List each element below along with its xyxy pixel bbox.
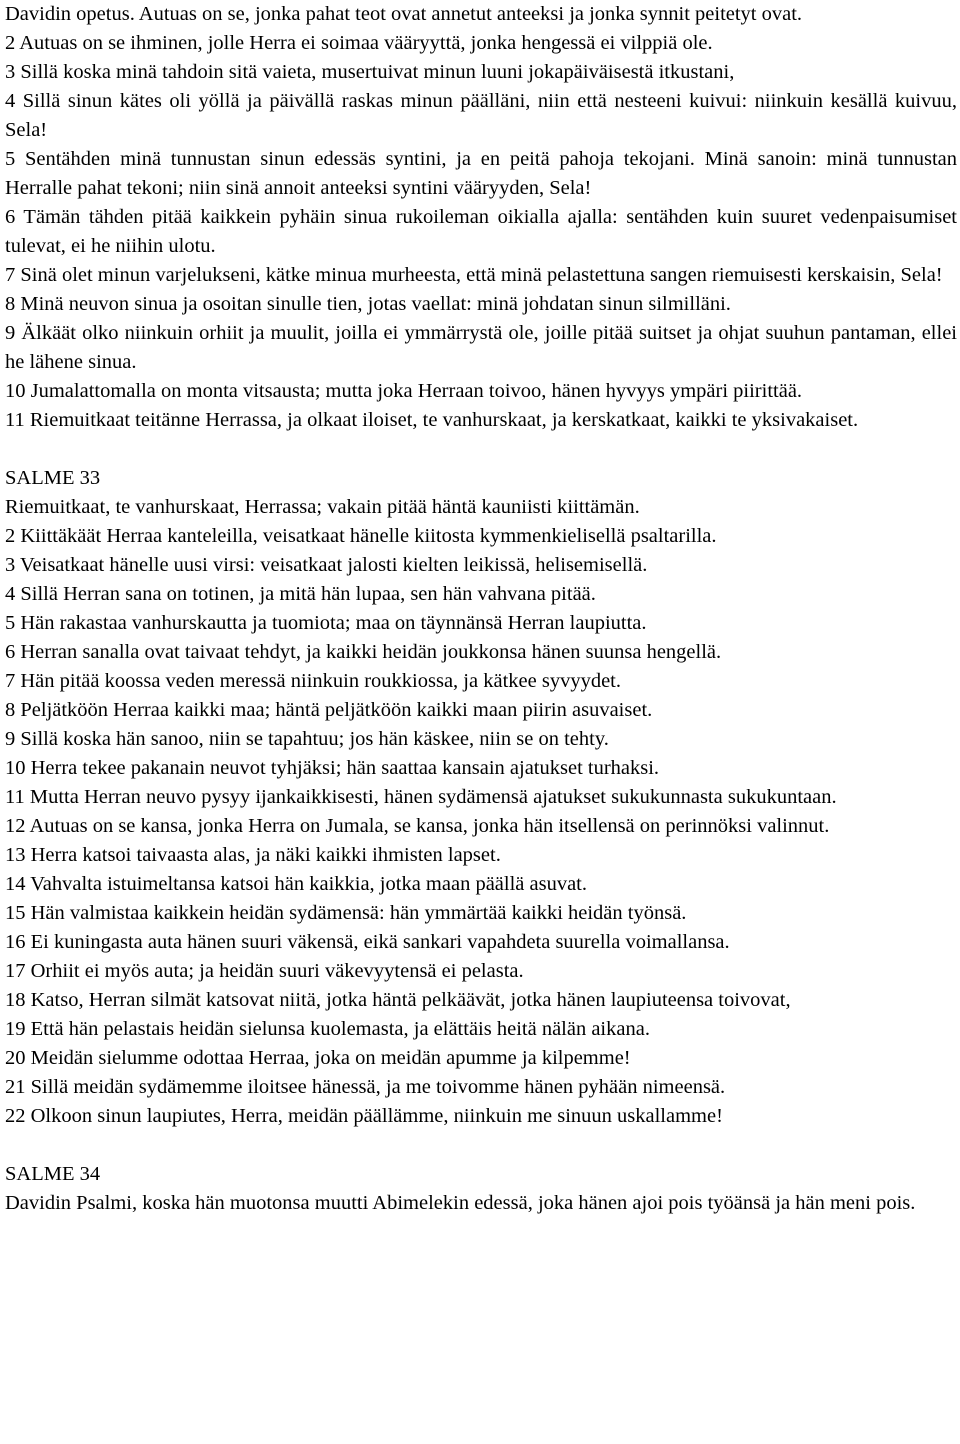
verse-16: 16 Ei kuningasta auta hänen suuri väkensä, eikä sankari vapahdeta suurella voimallansa. xyxy=(5,931,730,953)
verse-9: 9 Älkäät olko niinkuin orhiit ja muulit, joilla ei ymmärrystä ole, joille pitää suitset ja ohjat suuhun pantaman, ellei he lähene sinua. xyxy=(5,322,957,373)
verse-19: 19 Että hän pelastais heidän sielunsa kuolemasta, ja elättäis heitä nälän aikana. xyxy=(5,1018,650,1040)
verse-15: 15 Hän valmistaa kaikkein heidän sydämensä: hän ymmärtää kaikki heidän työnsä. xyxy=(5,902,687,924)
verse-10: 10 Jumalattomalla on monta vitsausta; mutta joka Herraan toivoo, hänen hyvyys ympäri piirittää. xyxy=(5,380,803,402)
verse-12: 12 Autuas on se kansa, jonka Herra on Jumala, se kansa, jonka hän itsellensä on perinnöksi valinnut. xyxy=(5,815,830,837)
verse-6: 6 Tämän tähden pitää kaikkein pyhäin sinua rukoileman oikialla ajalla: sentähden kuin suuret vedenpaisumiset tulevat, ei he niihin ulotu. xyxy=(5,206,957,257)
verse-20: 20 Meidän sielumme odottaa Herraa, joka on meidän apumme ja kilpemme! xyxy=(5,1047,631,1069)
verse-4: 4 Sillä Herran sana on totinen, ja mitä hän lupaa, sen hän vahvana pitää. xyxy=(5,583,596,605)
section-gap xyxy=(5,435,957,464)
verse-14: 14 Vahvalta istuimeltansa katsoi hän kaikkia, jotka maan päällä asuvat. xyxy=(5,873,587,895)
verse-22: 22 Olkoon sinun laupiutes, Herra, meidän päällämme, niinkuin me sinuun uskallamme! xyxy=(5,1105,723,1127)
verse-21: 21 Sillä meidän sydämemme iloitsee hänessä, ja me toivomme hänen pyhään nimeensä. xyxy=(5,1076,726,1098)
verse-7: 7 Hän pitää koossa veden meressä niinkuin roukkiossa, ja kätkee syvyydet. xyxy=(5,670,621,692)
verse-9: 9 Sillä koska hän sanoo, niin se tapahtuu; jos hän käskee, niin se on tehty. xyxy=(5,728,609,750)
verse-17: 17 Orhiit ei myös auta; ja heidän suuri väkevyytensä ei pelasta. xyxy=(5,960,524,982)
verse-1: Riemuitkaat, te vanhurskaat, Herrassa; vakain pitää häntä kauniisti kiittämän. xyxy=(5,496,640,518)
verse-11: 11 Riemuitkaat teitänne Herrassa, ja olkaat iloiset, te vanhurskaat, ja kerskatkaat, kaikki te yksivakaiset. xyxy=(5,409,859,431)
verse-6: 6 Herran sanalla ovat taivaat tehdyt, ja kaikki heidän joukkonsa hänen suunsa hengellä. xyxy=(5,641,722,663)
psalm-34 xyxy=(5,1160,957,1218)
psalm-32-continuation xyxy=(5,0,957,435)
verse-8: 8 Peljätköön Herraa kaikki maa; häntä peljätköön kaikki maan piirin asuvaiset. xyxy=(5,699,653,721)
verse-10: 10 Herra tekee pakanain neuvot tyhjäksi; hän saattaa kansain ajatukset turhaksi. xyxy=(5,757,660,779)
verse-1: Davidin Psalmi, koska hän muotonsa muutti Abimelekin edessä, joka hänen ajoi pois työänsä ja hän meni pois. xyxy=(5,1192,916,1214)
verse-11: 11 Mutta Herran neuvo pysyy ijankaikkisesti, hänen sydämensä ajatukset sukukunnasta sukukuntaan. xyxy=(5,786,837,808)
verse-3: 3 Veisatkaat hänelle uusi virsi: veisatkaat jalosti kielten leikissä, helisemisellä. xyxy=(5,554,648,576)
verse-5: 5 Hän rakastaa vanhurskautta ja tuomiota; maa on täynnänsä Herran laupiutta. xyxy=(5,612,647,634)
verse-3: 3 Sillä koska minä tahdoin sitä vaieta, musertuivat minun luuni jokapäiväisestä itkustani, xyxy=(5,61,735,83)
verse-2: 2 Autuas on se ihminen, jolle Herra ei soimaa vääryyttä, jonka hengessä ei vilppiä ole. xyxy=(5,32,713,54)
verse-1: Davidin opetus. Autuas on se, jonka pahat teot ovat annetut anteeksi ja jonka synnit peitetyt ovat. xyxy=(5,3,803,25)
document-page xyxy=(5,0,957,1218)
verse-18: 18 Katso, Herran silmät katsovat niitä, jotka häntä pelkäävät, jotka hänen laupiuteensa toivovat, xyxy=(5,989,791,1011)
section-gap xyxy=(5,1131,957,1160)
verse-8: 8 Minä neuvon sinua ja osoitan sinulle tien, jotas vaellat: minä johdatan sinun silmilläni. xyxy=(5,293,731,315)
verse-7: 7 Sinä olet minun varjelukseni, kätke minua murheesta, että minä pelastettuna sangen riemuisesti kerskaisin, Sela! xyxy=(5,264,943,286)
psalm-heading: SALME 34 xyxy=(5,1163,101,1185)
verse-2: 2 Kiittäkäät Herraa kanteleilla, veisatkaat hänelle kiitosta kymmenkielisellä psaltarilla. xyxy=(5,525,717,547)
psalm-heading: SALME 33 xyxy=(5,467,101,489)
verse-5: 5 Sentähden minä tunnustan sinun edessäs syntini, ja en peitä pahoja tekojani. Minä sanoin: minä tunnustan Herralle pahat tekoni; niin sinä annoit anteeksi syntini vääryyden, Sela! xyxy=(5,148,957,199)
verse-4: 4 Sillä sinun kätes oli yöllä ja päivällä raskas minun päälläni, niin että nesteeni kuivui: niinkuin kesällä kuivuu, Sela! xyxy=(5,90,957,141)
psalm-33 xyxy=(5,464,957,1131)
verse-13: 13 Herra katsoi taivaasta alas, ja näki kaikki ihmisten lapset. xyxy=(5,844,501,866)
